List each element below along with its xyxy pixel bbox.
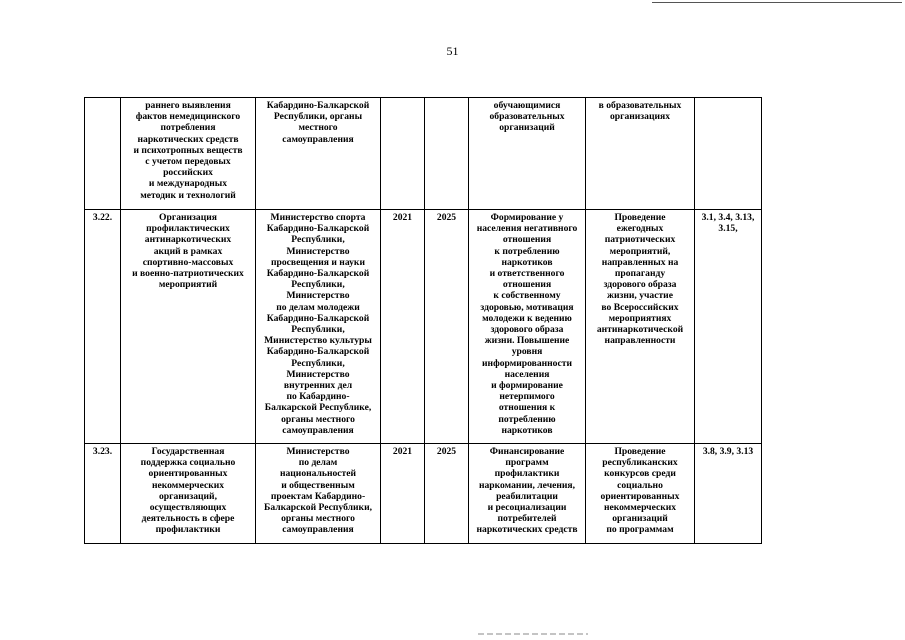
cell-activity-name: Государственная поддержка социально ориентированных некоммерческих организаций, осуществляющих деятельность в сфере профилактики <box>121 444 256 544</box>
page-number: 51 <box>446 44 459 58</box>
table-row <box>85 98 762 210</box>
cell-indicator: в образовательных организациях <box>586 98 695 210</box>
top-rule <box>652 2 902 3</box>
cell-year-end <box>425 98 469 210</box>
cell-executor: Кабардино-Балкарской Республики, органы местного самоуправления <box>256 98 381 210</box>
cell-year-end: 2025 <box>425 444 469 544</box>
cell-year-end: 2025 <box>425 210 469 444</box>
cell-number <box>85 98 121 210</box>
cell-executor: Министерство по делам национальностей и общественным проектам Кабардино- Балкарской Республики, органы местного самоуправления <box>256 444 381 544</box>
cell-number: 3.23. <box>85 444 121 544</box>
cell-link <box>695 98 762 210</box>
cell-executor: Министерство спорта Кабардино-Балкарской Республики, Министерство просвещения и науки Кабардино-Балкарской Республики, Министерство по делам молодежи Кабардино-Балкарской Республики, Министерство культуры Кабардино-Балкарской Республики, Министерство внутренних дел по Кабардино- Балкарской Республике, органы местного самоуправления <box>256 210 381 444</box>
cell-link: 3.8, 3.9, 3.13 <box>695 444 762 544</box>
cell-indicator: Проведение ежегодных патриотических мероприятий, направленных на пропаганду здорового образа жизни, участие во Всероссийских мероприятиях антинаркотической направленности <box>586 210 695 444</box>
cell-expected-result: Финансирование программ профилактики наркомании, лечения, реабилитации и ресоциализации потребителей наркотических средств <box>469 444 586 544</box>
cell-number: 3.22. <box>85 210 121 444</box>
cell-link: 3.1, 3.4, 3.13, 3.15, <box>695 210 762 444</box>
table-row <box>85 210 762 444</box>
scan-artifact <box>478 633 588 635</box>
cell-year-start <box>381 98 425 210</box>
cell-expected-result: обучающимися образовательных организаций <box>469 98 586 210</box>
cell-year-start: 2021 <box>381 210 425 444</box>
table-row <box>85 444 762 544</box>
cell-indicator: Проведение республиканских конкурсов среди социально ориентированных некоммерческих организаций по программам <box>586 444 695 544</box>
cell-activity-name: Организация профилактических антинаркотических акций в рамках спортивно-массовых и военно-патриотических мероприятий <box>121 210 256 444</box>
program-activities-table <box>84 97 762 544</box>
cell-activity-name: раннего выявления фактов немедицинского потребления наркотических средств и психотропных веществ с учетом передовых российских и международных методик и технологий <box>121 98 256 210</box>
cell-year-start: 2021 <box>381 444 425 544</box>
cell-expected-result: Формирование у населения негативного отношения к потреблению наркотиков и ответственного отношения к собственному здоровью, мотивация молодежи к ведению здорового образа жизни. Повышение уровня информированности населения и формирование нетерпимого отношения к потреблению наркотиков <box>469 210 586 444</box>
